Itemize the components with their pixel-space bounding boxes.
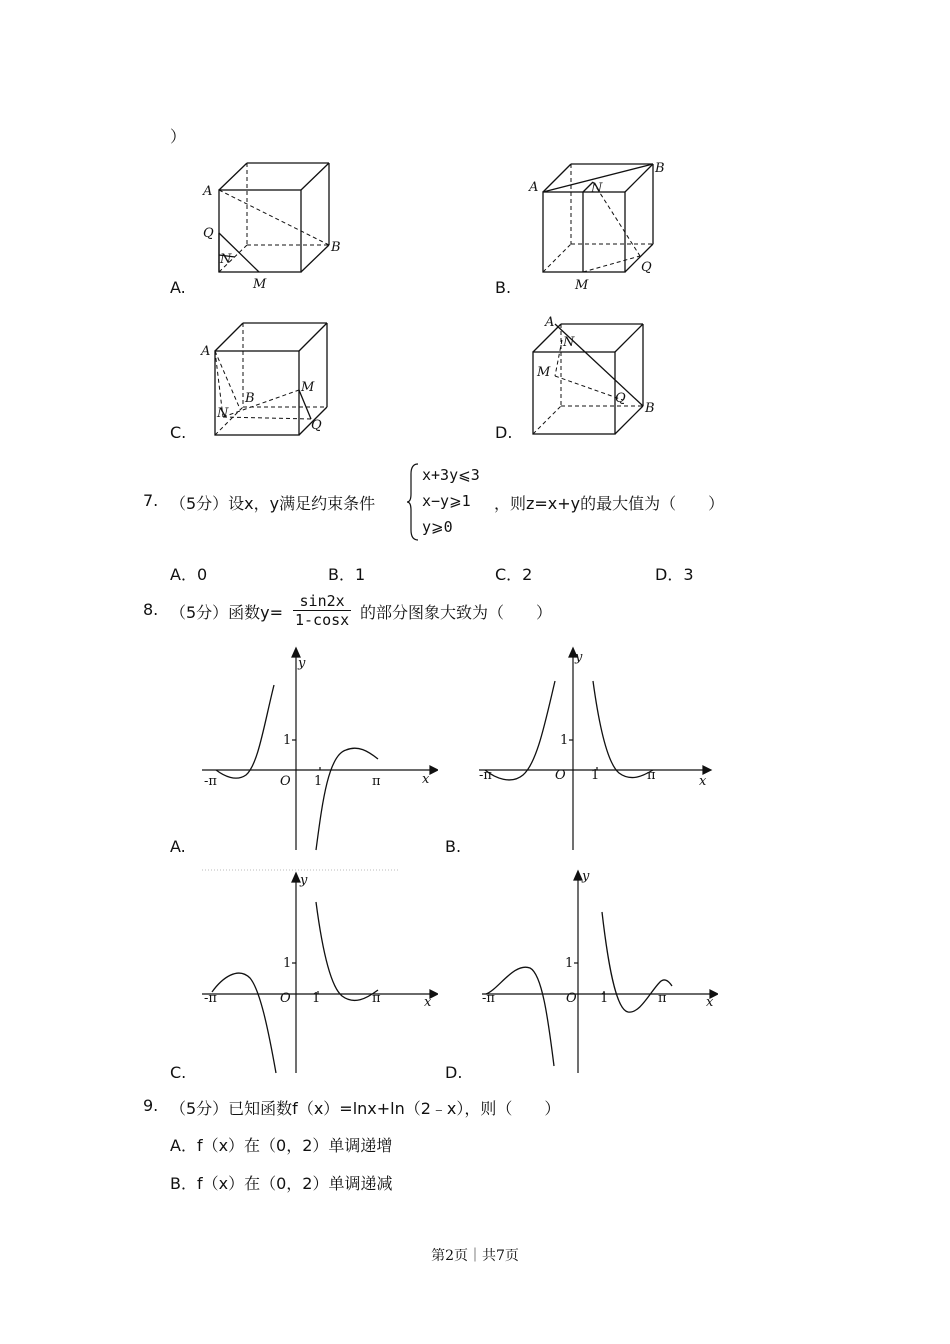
q8-option-d-label: D. bbox=[445, 1063, 463, 1082]
cube-figure-c bbox=[195, 315, 345, 445]
point-label-m: M bbox=[575, 278, 589, 293]
constraint-3: y⩾0 bbox=[422, 518, 453, 536]
q9-text: （5分）已知函数f（x）=lnx+ln（2﹣x），则（ ） bbox=[170, 1099, 561, 1118]
constraint-2: x−y⩾1 bbox=[422, 492, 471, 510]
q6-option-c-label: C. bbox=[170, 423, 187, 442]
graph-b bbox=[475, 645, 715, 855]
q8-suffix: 的部分图象大致为（ ） bbox=[360, 603, 553, 622]
cube-figure-d bbox=[525, 310, 675, 445]
q7-option-a: A．0 bbox=[170, 565, 208, 584]
point-label-n: N bbox=[220, 252, 232, 267]
neg-pi-label: -π bbox=[479, 768, 492, 783]
y-axis-label: y bbox=[298, 656, 306, 671]
graph-c bbox=[198, 868, 438, 1078]
pi-label: π bbox=[372, 774, 381, 789]
neg-pi-label: -π bbox=[204, 774, 217, 789]
q7-option-c: C．2 bbox=[495, 565, 533, 584]
x-axis-label: x bbox=[706, 995, 714, 1010]
system-brace bbox=[406, 462, 420, 542]
point-label-m: M bbox=[537, 365, 551, 380]
q7-number: 7. bbox=[143, 491, 159, 510]
pi-label: π bbox=[372, 991, 381, 1006]
q8-option-c-label: C. bbox=[170, 1063, 187, 1082]
q8-number: 8. bbox=[143, 600, 159, 619]
point-label-a: A bbox=[529, 180, 539, 195]
x-axis-label: x bbox=[699, 774, 707, 789]
q7-option-d: D．3 bbox=[655, 565, 694, 584]
cube-figure-a bbox=[195, 155, 355, 295]
continuation-paren: ） bbox=[170, 127, 187, 146]
y-axis-label: y bbox=[575, 650, 583, 665]
page-footer: 第2页｜共7页 bbox=[431, 1248, 519, 1264]
constraint-system bbox=[422, 462, 480, 540]
y-axis-label: y bbox=[300, 873, 308, 888]
point-label-b: B bbox=[645, 401, 655, 416]
point-label-q: Q bbox=[311, 418, 322, 433]
y-one-label: 1 bbox=[565, 956, 574, 971]
point-label-b: B bbox=[655, 161, 665, 176]
x-axis-label: x bbox=[424, 995, 432, 1010]
graph-a bbox=[198, 645, 438, 855]
y-one-label: 1 bbox=[283, 733, 292, 748]
point-label-a: A bbox=[203, 184, 213, 199]
q9-option-a: A．f（x）在（0，2）单调递增 bbox=[170, 1136, 393, 1155]
point-label-n: N bbox=[591, 181, 603, 196]
q7-option-b: B．1 bbox=[328, 565, 366, 584]
y-axis-label: y bbox=[582, 869, 590, 884]
x-one-label: 1 bbox=[314, 774, 323, 789]
point-label-m: M bbox=[253, 277, 267, 292]
x-one-label: 1 bbox=[600, 991, 609, 1006]
origin-label: O bbox=[555, 768, 566, 783]
neg-pi-label: -π bbox=[204, 991, 217, 1006]
pi-label: π bbox=[647, 768, 656, 783]
q6-option-b-label: B. bbox=[495, 278, 512, 297]
x-one-label: 1 bbox=[312, 991, 321, 1006]
x-axis-label: x bbox=[422, 772, 430, 787]
origin-label: O bbox=[566, 991, 577, 1006]
cube-figure-b bbox=[525, 155, 675, 295]
q6-option-d-label: D. bbox=[495, 423, 513, 442]
point-label-m: M bbox=[301, 380, 315, 395]
q9-number: 9. bbox=[143, 1096, 159, 1115]
point-label-q: Q bbox=[641, 260, 652, 275]
point-label-q: Q bbox=[203, 226, 214, 241]
origin-label: O bbox=[280, 774, 291, 789]
origin-label: O bbox=[280, 991, 291, 1006]
y-one-label: 1 bbox=[560, 733, 569, 748]
point-label-a: A bbox=[545, 315, 555, 330]
q9-option-b: B．f（x）在（0，2）单调递减 bbox=[170, 1174, 393, 1193]
function-fraction bbox=[293, 592, 351, 629]
point-label-n: N bbox=[563, 335, 575, 350]
fraction-denominator: 1-cosx bbox=[295, 611, 350, 629]
q8-option-b-label: B. bbox=[445, 837, 462, 856]
neg-pi-label: -π bbox=[482, 991, 495, 1006]
constraint-1: x+3y⩽3 bbox=[422, 466, 480, 484]
point-label-b: B bbox=[331, 240, 341, 255]
graph-d bbox=[478, 868, 718, 1078]
point-label-q: Q bbox=[615, 391, 626, 406]
point-label-a: A bbox=[201, 344, 211, 359]
x-one-label: 1 bbox=[591, 768, 600, 783]
pi-label: π bbox=[658, 991, 667, 1006]
point-label-b: B bbox=[245, 391, 255, 406]
q7-suffix: ，则z=x+y的最大值为（ ） bbox=[494, 494, 725, 513]
q8-prefix: （5分）函数y= bbox=[170, 603, 284, 622]
y-one-label: 1 bbox=[283, 956, 292, 971]
point-label-n: N bbox=[217, 406, 229, 421]
q7-prefix: （5分）设x，y满足约束条件 bbox=[170, 494, 376, 513]
fraction-numerator: sin2x bbox=[293, 592, 351, 611]
q8-option-a-label: A. bbox=[170, 837, 186, 856]
q6-option-a-label: A. bbox=[170, 278, 186, 297]
